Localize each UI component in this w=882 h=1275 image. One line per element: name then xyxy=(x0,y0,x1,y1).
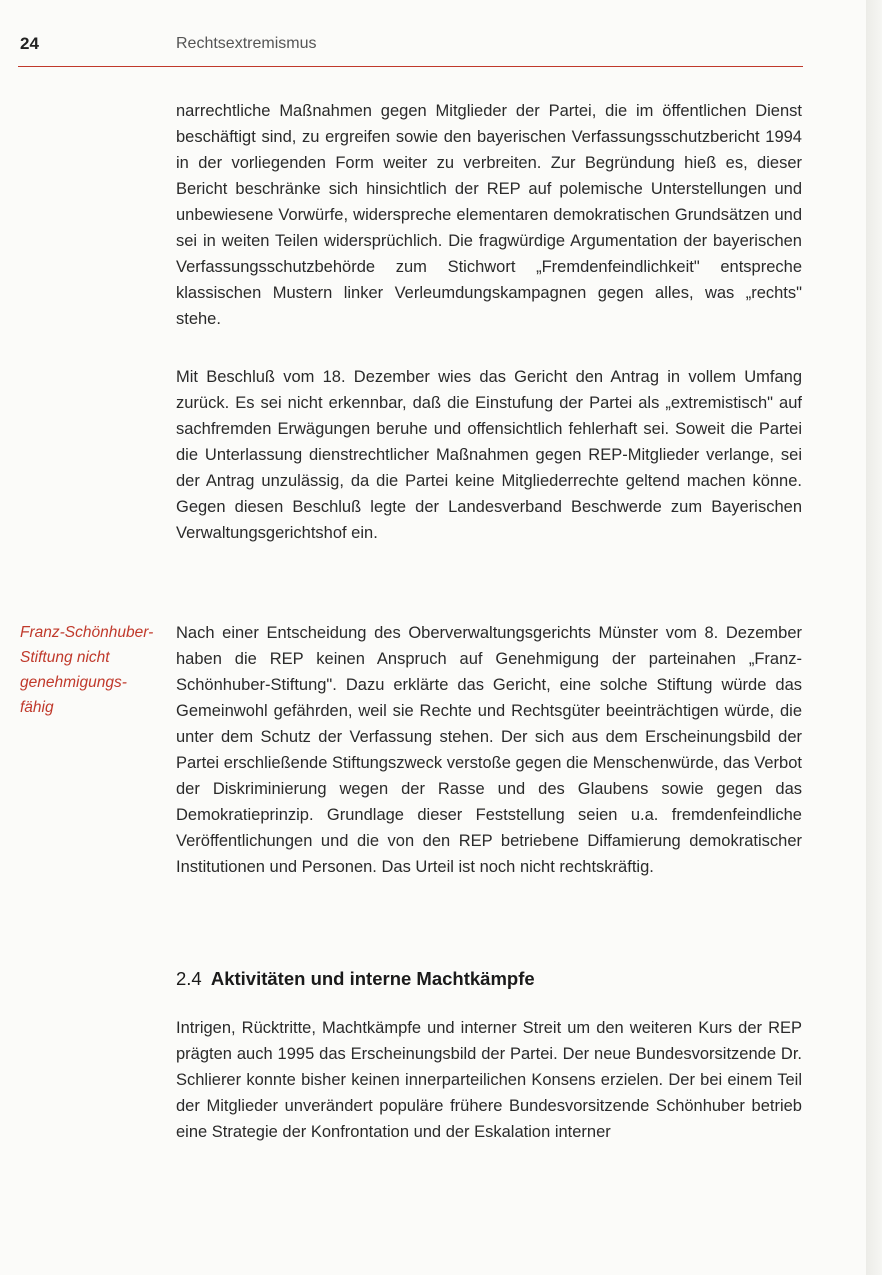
section-title: Aktivitäten und interne Machtkämpfe xyxy=(210,968,535,989)
paragraph-text: Mit Beschluß vom 18. Dezember wies das Gericht den Antrag in vollem Umfang zurück. Es sei nicht erkennbar, daß die Einstufung der Partei als „extremistisch" auf sachfremden Erwägungen beruhe und offensichtlich fehlerhaft sei. Soweit die Partei die Unterlassung dienstrechtlicher Maßnahmen gegen REP-Mitglieder verlange, sei der Antrag unzulässig, da die Partei keine Mitgliederrechte geltend machen könne. Gegen diesen Beschluß legte der Landesverband Beschwerde zum Bayerischen Verwaltungsgerichtshof ein. xyxy=(176,368,802,542)
section-heading xyxy=(176,968,802,990)
paragraph-text: Intrigen, Rücktritte, Machtkämpfe und interner Streit um den weiteren Kurs der REP prägten auch 1995 das Erscheinungsbild der Partei. Der neue Bundesvorsitzende Dr. Schlierer konnte bisher keinen innerparteilichen Konsens erzielen. Der bei einem Teil der Mitglieder unverändert populäre frühere Bundesvorsitzende Schönhuber betrieb eine Strategie der Konfrontation und der Eskalation interner xyxy=(176,1019,802,1141)
margin-note xyxy=(20,620,170,720)
paragraph-4 xyxy=(176,1015,802,1145)
running-title: Rechtsextremismus xyxy=(176,35,317,52)
paragraph-text: narrechtliche Maßnahmen gegen Mitglieder der Partei, die im öffentlichen Dienst beschäftigt sind, zu ergreifen sowie den bayerischen Verfassungsschutzbericht 1994 in der vorliegenden Form weiter zu verbreiten. Zur Begründung hieß es, dieser Bericht beschränke sich hinsichtlich der REP auf polemische Unterstellungen und unbewiesene Vorwürfe, widerspreche elementaren demokratischen Grundsätzen und sei in weiten Teilen widersprüchlich. Die fragwürdige Argumentation der bayerischen Verfassungsschutzbehörde zum Stichwort „Fremdenfeindlichkeit" entspreche klassischen Mustern linker Verleumdungskampagnen gegen alles, was „rechts" stehe. xyxy=(176,102,802,328)
paragraph-2 xyxy=(176,364,802,546)
paragraph-3 xyxy=(176,620,802,880)
margin-note-line: Franz-Schönhuber- xyxy=(20,624,154,641)
paragraph-text: Nach einer Entscheidung des Oberverwaltungsgerichts Münster vom 8. Dezember haben die REP keinen Anspruch auf Genehmigung der parteinahen „Franz-Schönhuber-Stiftung". Dazu erklärte das Gericht, eine solche Stiftung würde das Gemeinwohl gefährden, weil sie Rechte und Rechtsgüter beeinträchtigen würde, die unter dem Schutz der Verfassung stehen. Der sich aus dem Erscheinungsbild der Partei erschließende Stiftungszweck verstoße gegen die Menschenwürde, das Verbot der Diskriminierung wegen der Rasse und des Glaubens sowie gegen das Demokratieprinzip. Grundlage dieser Feststellung seien u.a. fremdenfeindliche Veröffentlichungen und die von den REP betriebene Diffamierung demokratischer Institutionen und Personen. Das Urteil ist noch nicht rechtskräftig. xyxy=(176,624,802,876)
page-number: 24 xyxy=(20,34,39,53)
section-number: 2.4 xyxy=(176,968,202,989)
margin-note-line: fähig xyxy=(20,699,54,716)
paragraph-1 xyxy=(176,98,802,332)
page-edge xyxy=(866,0,882,1275)
margin-note-line: Stiftung nicht xyxy=(20,649,110,666)
page-header xyxy=(18,34,803,67)
margin-note-line: genehmigungs- xyxy=(20,674,127,691)
